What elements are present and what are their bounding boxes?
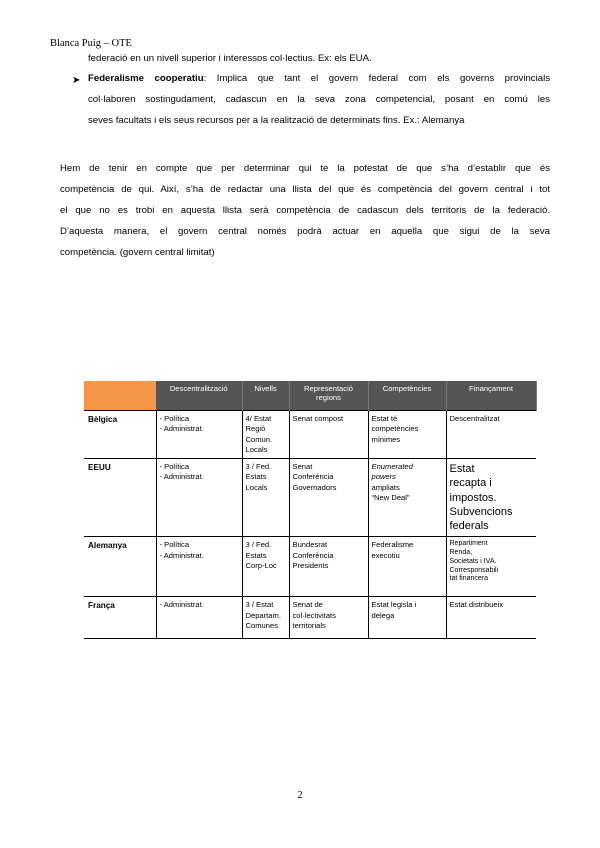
financament-cell: Estat recapta i impostos. Subvencions federals	[446, 459, 536, 537]
financament-cell: Descentralitzat	[446, 411, 536, 459]
federalism-comparison-table-image	[84, 381, 536, 636]
financament-cell: Estat distribueix	[446, 597, 536, 639]
paragraph-line: D’aquesta manera, el govern central només podrà actuar en aquella que sigui de la seva	[60, 226, 550, 237]
competencies-cell: Enumerated powers ampliats “New Deal”	[368, 459, 446, 537]
descentralitzacio-cell: - Política - Administrat.	[156, 411, 242, 459]
competencies-cell: Estat legisla i delega	[368, 597, 446, 639]
table-header-row	[84, 381, 536, 411]
table-row-eeuu	[84, 459, 536, 537]
table-row-alemanya	[84, 537, 536, 597]
nivells-cell: 3 / Fed. Estats Locals	[242, 459, 289, 537]
bullet-line: Federalisme cooperatiu: Implica que tant el govern federal com els governs provincials	[88, 73, 550, 84]
table-row-belgica	[84, 411, 536, 459]
descentralitzacio-cell: - Política - Administrat.	[156, 537, 242, 597]
descentralitzacio-cell: - Política - Administrat.	[156, 459, 242, 537]
representacio-cell: Bundesrat Conferència Presidents	[289, 537, 368, 597]
page-number: 2	[297, 790, 303, 801]
paragraph-line: Hem de tenir en compte que per determinar qui te la potestat de que s’ha d’establir que és	[60, 163, 550, 174]
header-descentralitzacio: Descentralització	[156, 381, 242, 411]
bullet-line: col·laboren sostingudament, cadascun en la seva zona competencial, posant en comú les	[88, 94, 550, 105]
bullet-line: seves facultats i els seus recursos per a la realització de determinats fins. Ex.: Alemanya	[88, 115, 465, 126]
nivells-cell: 3 / Fed. Estats Corp-Loc	[242, 537, 289, 597]
header-financament: Finançament	[446, 381, 536, 411]
nivells-cell: 4/ Estat Regió Comun. Locals	[242, 411, 289, 459]
header-nivells: Nivells	[242, 381, 289, 411]
header-competencies: Competències	[368, 381, 446, 411]
federalism-comparison-table	[84, 381, 537, 639]
competencies-cell: Estat té competències mínimes	[368, 411, 446, 459]
bullet-section	[72, 53, 550, 143]
bullet-term: Federalisme cooperatiu	[88, 73, 204, 84]
paragraph-line: competència de qui. Així, s’ha de redactar una llista del que és competència del govern central i tot	[60, 184, 550, 195]
descentralitzacio-cell: - Administrat.	[156, 597, 242, 639]
page-header: Blanca Puig – OTE	[50, 38, 132, 49]
paragraph-line: el que no es trobi en aquesta llista serà competència de cadascun dels territoris de la federació.	[60, 205, 550, 216]
nivells-cell: 3 / Estat Departam. Comunes	[242, 597, 289, 639]
body-paragraph	[60, 163, 550, 263]
representacio-cell: Senat compost	[289, 411, 368, 459]
arrow-bullet-icon: ➤	[72, 75, 81, 86]
bullet-item-federalisme-cooperatiu	[88, 73, 550, 135]
country-cell: França	[84, 597, 156, 639]
country-cell: EEUU	[84, 459, 156, 537]
financament-cell: Repartiment Renda, Societats i IVA. Corresponsabili tat financera	[446, 537, 536, 597]
country-cell: Bèlgica	[84, 411, 156, 459]
representacio-cell: Senat de col·lectivitats territorials	[289, 597, 368, 639]
country-cell: Alemanya	[84, 537, 156, 597]
header-corner-cell	[84, 381, 156, 411]
competencies-cell: Federalisme executiu	[368, 537, 446, 597]
header-representacio-regions: Representació regions	[289, 381, 368, 411]
continuation-line: federació en un nivell superior i interessos col·lectius. Ex: els EUA.	[88, 53, 372, 64]
representacio-cell: Senat Conferència Governadors	[289, 459, 368, 537]
table-row-franca	[84, 597, 536, 639]
paragraph-line: competència. (govern central limitat)	[60, 247, 215, 258]
